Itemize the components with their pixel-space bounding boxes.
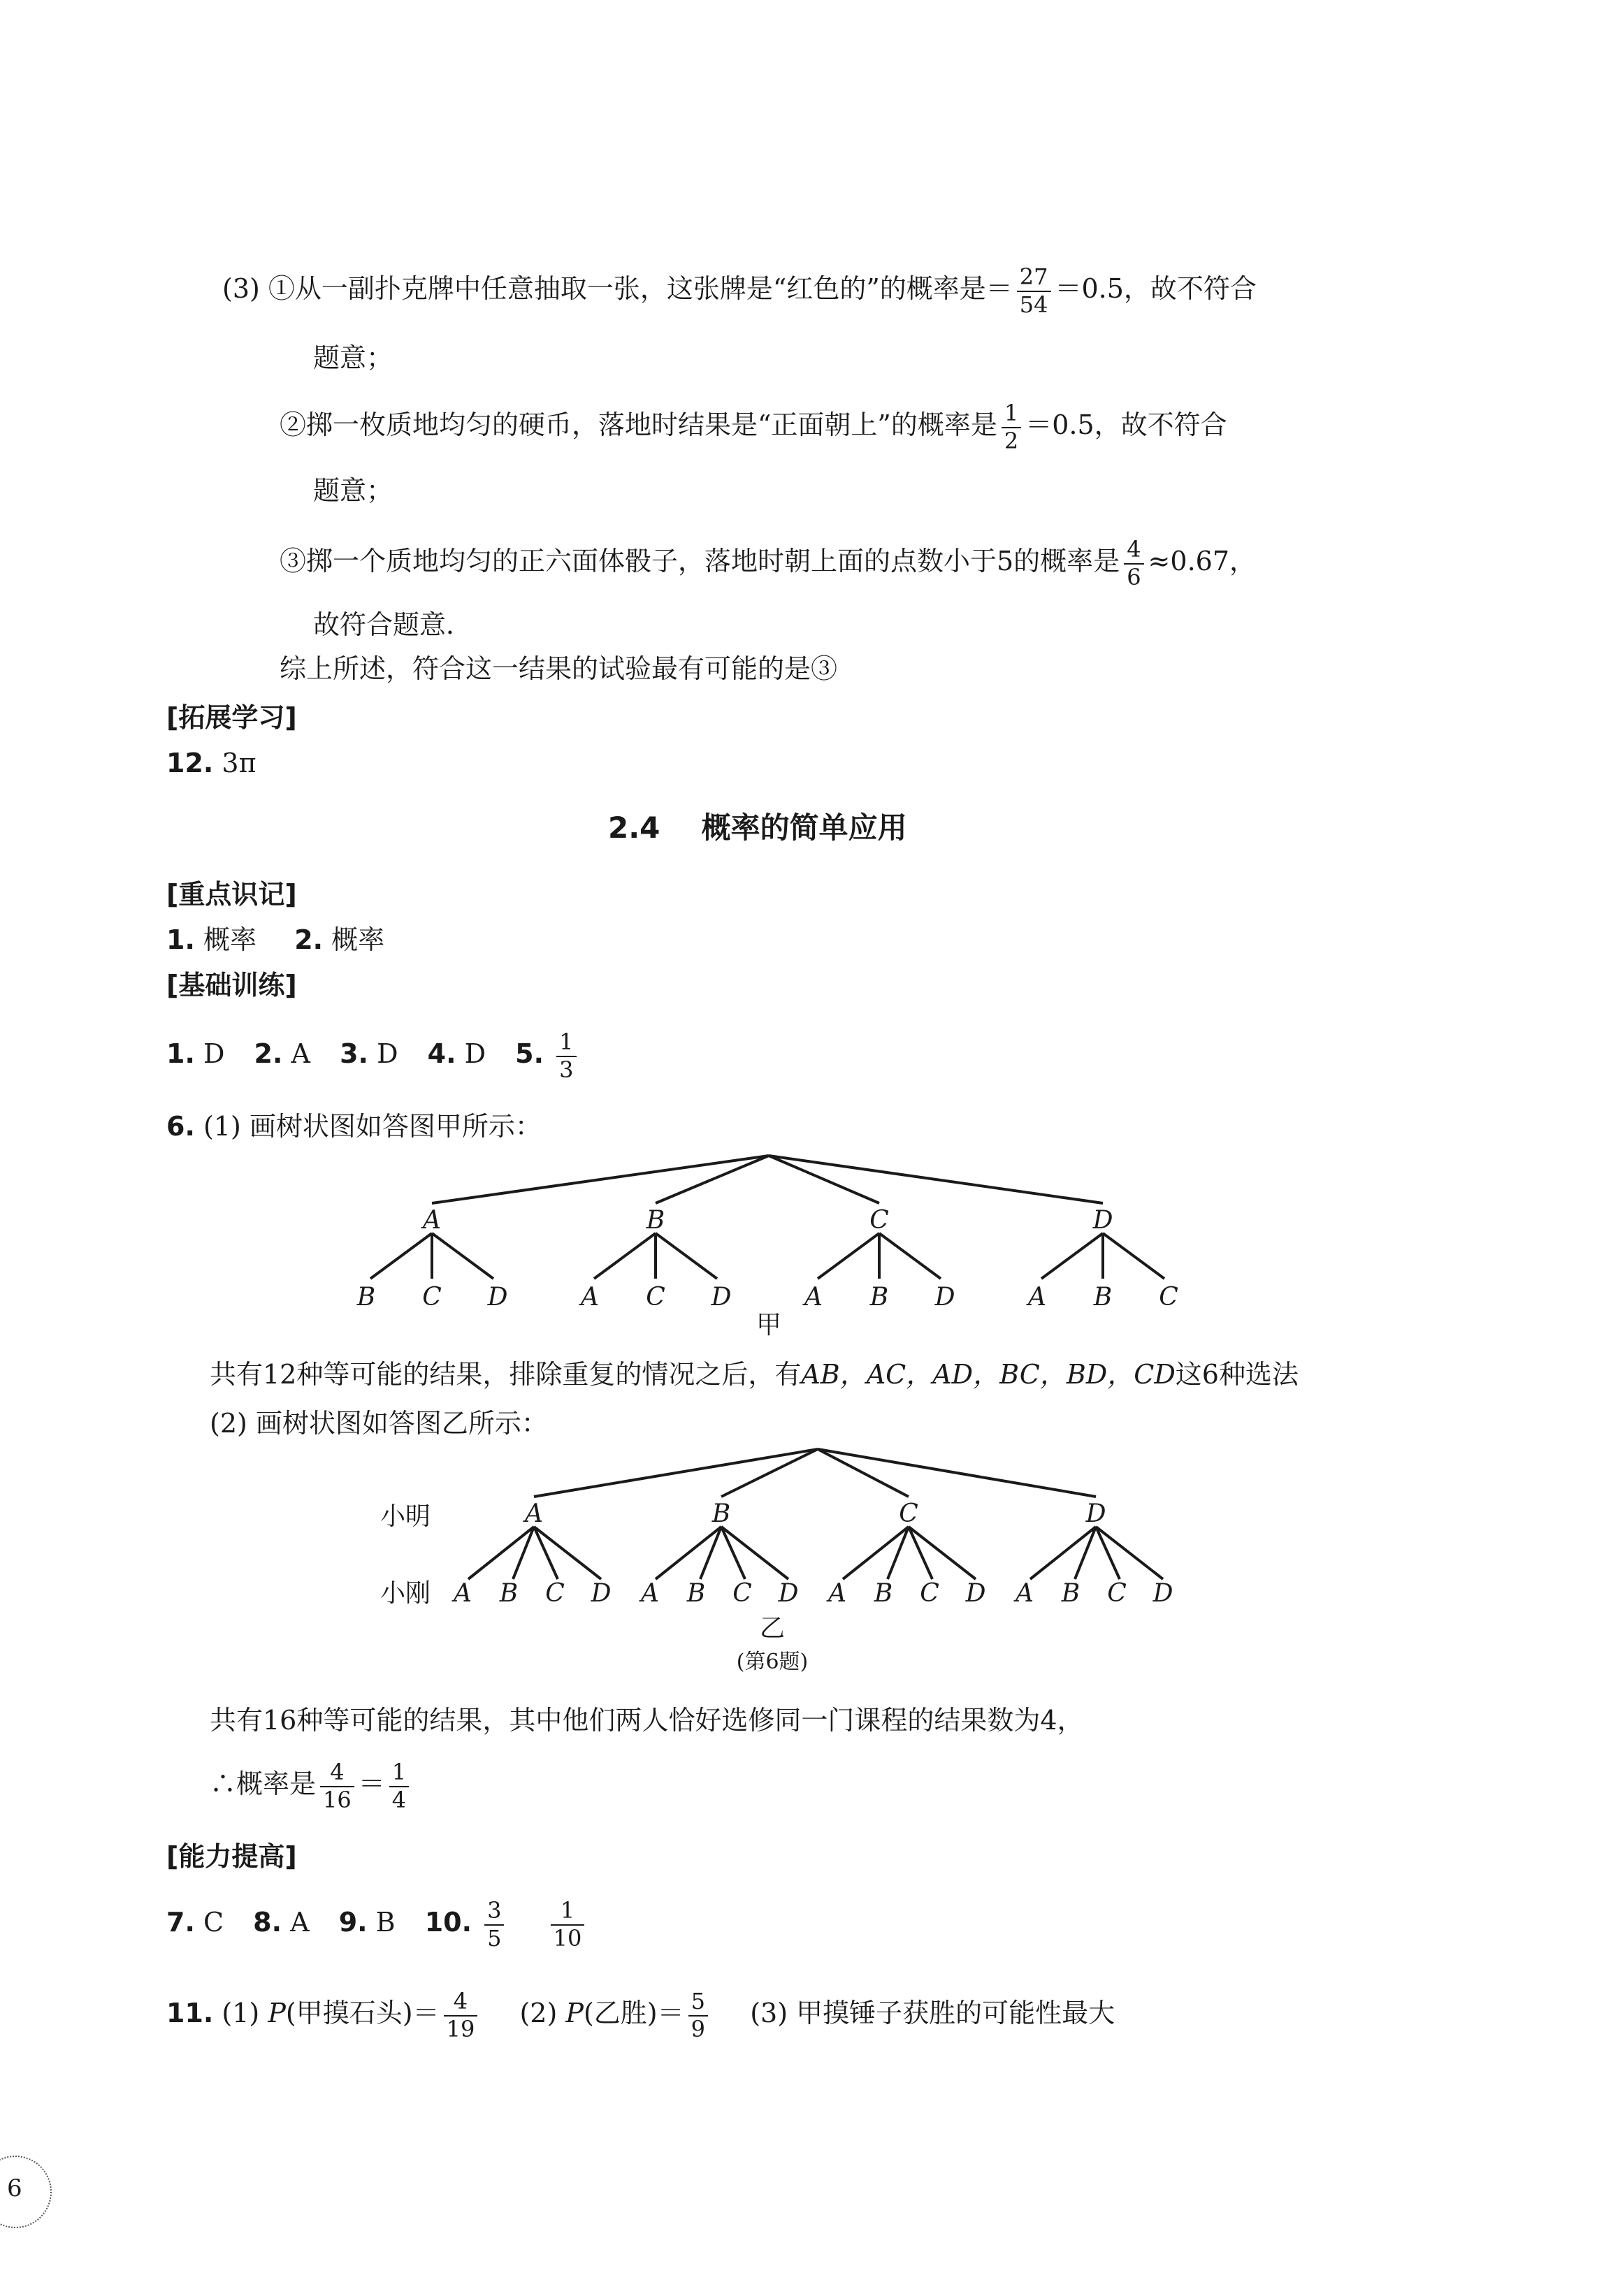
- q12-line: [166, 748, 256, 780]
- q6-part1-text: (1) 画树状图如答图甲所示：: [203, 1111, 542, 1142]
- q11-fraction-1: $\frac{4}{19}$: [444, 1990, 478, 2041]
- tree-yi-l2: C: [732, 1579, 752, 1608]
- q6-part1: [166, 1111, 542, 1143]
- q3-item2-cont: 题意；: [313, 475, 393, 506]
- section-heading: 概率的简单应用: [701, 811, 907, 845]
- page-number: 6: [7, 2174, 22, 2202]
- jichu-q4-answer: D: [464, 1038, 486, 1070]
- q12-number: 12.: [166, 748, 214, 778]
- tree-diagram-yi: [363, 1439, 1202, 1677]
- section-title: [608, 811, 907, 845]
- q1-number: 1.: [166, 924, 195, 955]
- q6-text1-a: 共有12种等可能的结果，排除重复的情况之后，有: [210, 1359, 802, 1390]
- figure-caption: (第6题): [736, 1650, 809, 1674]
- q1-answer: 概率: [203, 924, 256, 955]
- nengli-q9-answer: B: [375, 1907, 396, 1938]
- tree-jia-l1: D: [1092, 1206, 1113, 1235]
- tree-yi-l2: A: [828, 1579, 846, 1608]
- nengli-q7-answer: C: [203, 1907, 224, 1938]
- tree-yi-edge: [818, 1449, 1096, 1497]
- q11-fraction-2: $\frac{5}{9}$: [688, 1990, 708, 2041]
- q6-fraction-1: $\frac{4}{16}$: [320, 1761, 354, 1812]
- nengli-answers: [166, 1899, 588, 1950]
- q11-part2-p: P: [565, 1998, 584, 2029]
- tree-jia-l2: D: [934, 1283, 955, 1312]
- jichu-q1-number: 1.: [166, 1038, 195, 1070]
- tree-yi-l2: C: [1107, 1579, 1127, 1608]
- tree-jia-l2: D: [487, 1283, 508, 1312]
- q3-line2: [280, 402, 1227, 453]
- q3-item1-result: ＝0.5，故不符合: [1055, 273, 1257, 305]
- jichu-q1-answer: D: [203, 1038, 225, 1070]
- q3-line3: [280, 538, 1256, 589]
- tree-jia-l1: A: [423, 1206, 441, 1235]
- jichu-q2-number: 2.: [254, 1038, 283, 1070]
- q3-item2-result: ＝0.5，故不符合: [1025, 409, 1227, 441]
- tree-yi-edge: [534, 1449, 818, 1497]
- q6-conclusion: [210, 1761, 413, 1812]
- nengli-q9-number: 9.: [338, 1907, 368, 1938]
- nengli-q7-number: 7.: [166, 1907, 195, 1938]
- q3-label: (3): [222, 273, 260, 305]
- tree-yi-l1: C: [899, 1499, 918, 1528]
- q11-part1-p: P: [268, 1998, 286, 2029]
- jichu-q4-number: 4.: [427, 1038, 456, 1070]
- tree-jia-l2: C: [646, 1283, 665, 1312]
- jichu-q3-answer: D: [377, 1038, 398, 1070]
- q6-number: 6.: [166, 1111, 195, 1142]
- tree-yi-l2: A: [641, 1579, 659, 1608]
- nengli-q8-answer: A: [290, 1907, 310, 1938]
- tree-yi-l1: D: [1085, 1499, 1106, 1528]
- tree-yi-l2: C: [920, 1579, 939, 1608]
- tree-jia-l2: B: [869, 1283, 889, 1312]
- nengli-q8-number: 8.: [253, 1907, 282, 1938]
- section-zhongdian: [重点识记]: [166, 879, 297, 910]
- q11-line: [166, 1990, 1115, 2041]
- jichu-q2-answer: A: [291, 1038, 310, 1070]
- nengli-q10-number: 10.: [424, 1907, 472, 1938]
- tree-jia-edge: [769, 1156, 1103, 1203]
- q3-item3-cont: 故符合题意．: [313, 609, 473, 640]
- q11-part1-text: (甲摸石头)＝: [285, 1998, 440, 2029]
- q3-item1-text: ①从一副扑克牌中任意抽取一张，这张牌是“红色的”的概率是＝: [268, 273, 1013, 305]
- q3-item3-fraction: $\frac{4}{6}$: [1124, 538, 1143, 589]
- tree-yi-l2: D: [965, 1579, 986, 1608]
- q11-number: 11.: [166, 1998, 214, 2029]
- jichu-answers: [166, 1031, 581, 1082]
- tree-jia-l1: C: [869, 1206, 889, 1235]
- q3-item3-text: ③掷一个质地均匀的正六面体骰子，落地时朝上面的点数小于5的概率是: [280, 546, 1120, 577]
- q11-part2-text: (乙胜)＝: [583, 1998, 684, 2029]
- tree-yi-l2: D: [1152, 1579, 1173, 1608]
- q11-part2-label: (2): [519, 1998, 558, 2029]
- q3-item1-fraction: $\frac{27}{54}$: [1017, 266, 1051, 317]
- tree-jia-caption: 甲: [756, 1311, 782, 1339]
- tree-jia-l2: A: [804, 1283, 823, 1312]
- q3-item1-cont: 题意；: [313, 342, 393, 373]
- section-number: 2.4: [608, 811, 660, 845]
- tree-yi-l2: B: [499, 1579, 519, 1608]
- q3-item2-fraction: $\frac{1}{2}$: [1002, 402, 1021, 453]
- tree-yi-l1: B: [711, 1499, 731, 1528]
- tree-yi-l1: A: [525, 1499, 543, 1528]
- tree-yi-l2: B: [1061, 1579, 1081, 1608]
- q11-part3-text: (3) 甲摸锤子获胜的可能性最大: [750, 1998, 1115, 2029]
- section-tuozhan: [拓展学习]: [166, 702, 297, 733]
- q6-text1-b: 这6种选法: [1175, 1359, 1299, 1390]
- tree-yi-l2: B: [874, 1579, 893, 1608]
- tree-yi-l2: A: [1016, 1579, 1034, 1608]
- q6-fraction-2: $\frac{1}{4}$: [389, 1761, 409, 1812]
- q11-part1-label: (1): [222, 1998, 260, 2029]
- q6-equals: ＝: [358, 1768, 385, 1800]
- tree-yi-caption: 乙: [759, 1614, 786, 1643]
- tree-jia-l2: B: [356, 1283, 376, 1312]
- tree-jia-l2: B: [1093, 1283, 1113, 1312]
- q3-line1: [222, 263, 1257, 318]
- q6-part2: (2) 画树状图如答图乙所示：: [210, 1408, 548, 1439]
- tree-yi-l2: D: [591, 1579, 612, 1608]
- tree-jia-l2: D: [711, 1283, 732, 1312]
- tree-yi-l2: B: [686, 1579, 706, 1608]
- jichu-q3-number: 3.: [340, 1038, 368, 1070]
- q6-conclusion-text: ∴概率是: [210, 1768, 317, 1800]
- section-jichu: [基础训练]: [166, 970, 297, 1001]
- tree-yi-row1-label: 小明: [380, 1502, 431, 1531]
- tree-yi-row2-label: 小刚: [380, 1579, 431, 1608]
- tree-jia-l2: C: [1159, 1283, 1178, 1312]
- q2-number: 2.: [294, 924, 324, 955]
- q2-answer: 概率: [331, 924, 385, 955]
- tree-jia-l2: C: [422, 1283, 442, 1312]
- tree-jia-l2: A: [581, 1283, 599, 1312]
- q3-item2-text: ②掷一枚质地均匀的硬币，落地时结果是“正面朝上”的概率是: [280, 409, 997, 441]
- q10-fraction-1: $\frac{3}{5}$: [484, 1899, 504, 1950]
- section-nengli: [能力提高]: [166, 1841, 297, 1872]
- tree-jia-l1: B: [646, 1206, 665, 1235]
- q6-pairs: AB，AC，AD，BC，BD，CD: [801, 1359, 1176, 1390]
- tree-jia-edge: [432, 1156, 769, 1203]
- q12-answer: 3π: [222, 748, 256, 778]
- tree-jia-l2: A: [1028, 1283, 1046, 1312]
- tree-diagram-jia: [315, 1146, 1223, 1342]
- jichu-q5-fraction: $\frac{1}{3}$: [556, 1031, 576, 1082]
- tree-yi-l2: D: [778, 1579, 799, 1608]
- q3-item3-result: ≈0.67，: [1148, 546, 1256, 577]
- zhongdian-answers: [166, 924, 384, 957]
- q3-summary: 综上所述，符合这一结果的试验最有可能的是③: [280, 653, 838, 684]
- q6-text1: [210, 1359, 1299, 1391]
- q6-text2: 共有16种等可能的结果，其中他们两人恰好选修同一门课程的结果数为4，: [210, 1705, 1084, 1736]
- q10-fraction-2: $\frac{1}{10}$: [551, 1899, 585, 1950]
- jichu-q5-number: 5.: [515, 1038, 544, 1070]
- tree-yi-l2: C: [545, 1579, 565, 1608]
- tree-yi-l2: A: [454, 1579, 472, 1608]
